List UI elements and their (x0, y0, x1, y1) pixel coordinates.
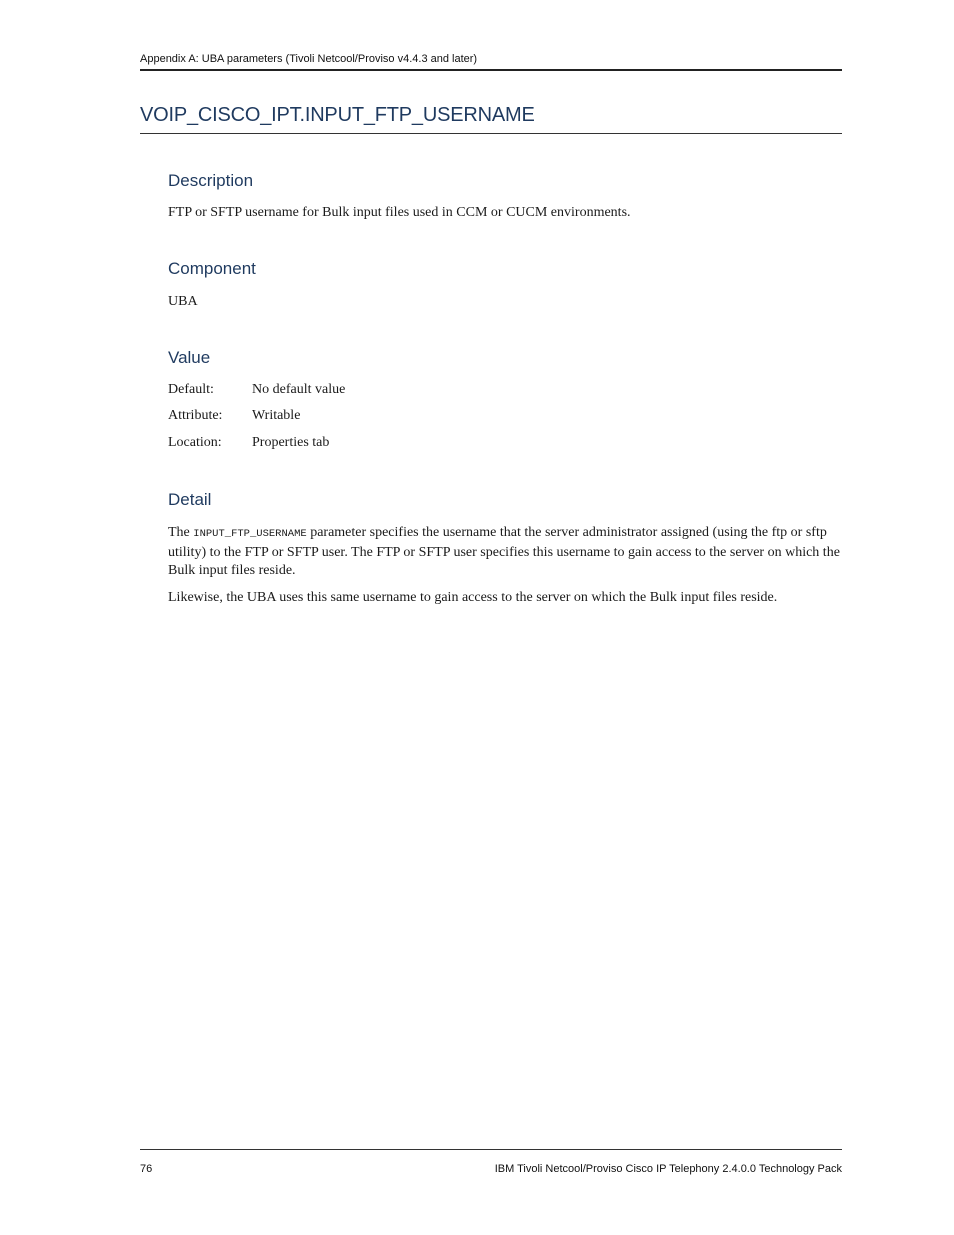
value-heading: Value (168, 348, 211, 367)
detail-p1-rest: parameter specifies the username that the server administrator assigned (using the ftp or sftp utility) to the FTP or SFTP user. The FTP or SFTP user specifies this username to gain access to the server on which the Bulk input files reside. (168, 525, 840, 578)
footer-rule (140, 1149, 842, 1150)
detail-paragraph-2: Likewise, the UBA uses this same username to gain access to the server on which the Bulk input files reside. (168, 590, 778, 605)
value-label: Location: (168, 435, 222, 450)
value-row-default (168, 382, 345, 398)
parameter-code: INPUT_FTP_USERNAME (193, 528, 307, 540)
value-row-attribute (168, 408, 300, 424)
value-row-location (168, 435, 329, 451)
value-text: No default value (252, 382, 346, 397)
header-rule (140, 69, 842, 71)
parameter-title: VOIP_CISCO_IPT.INPUT_FTP_USERNAME (140, 104, 535, 126)
value-text: Properties tab (252, 435, 330, 450)
component-heading: Component (168, 259, 256, 278)
running-header: Appendix A: UBA parameters (Tivoli Netcool/Proviso v4.4.3 and later) (140, 53, 478, 65)
page-number: 76 (140, 1163, 153, 1175)
description-text: FTP or SFTP username for Bulk input files used in CCM or CUCM environments. (168, 205, 631, 220)
detail-p1-prefix: The (168, 525, 194, 540)
title-rule (140, 133, 842, 134)
value-text: Writable (252, 408, 301, 423)
footer-book-title: IBM Tivoli Netcool/Proviso Cisco IP Telephony 2.4.0.0 Technology Pack (494, 1163, 842, 1175)
value-label: Default: (168, 382, 214, 397)
component-text: UBA (168, 294, 198, 309)
value-label: Attribute: (168, 408, 223, 423)
description-heading: Description (168, 171, 254, 190)
detail-paragraph-1 (168, 524, 842, 581)
detail-heading: Detail (168, 490, 212, 509)
